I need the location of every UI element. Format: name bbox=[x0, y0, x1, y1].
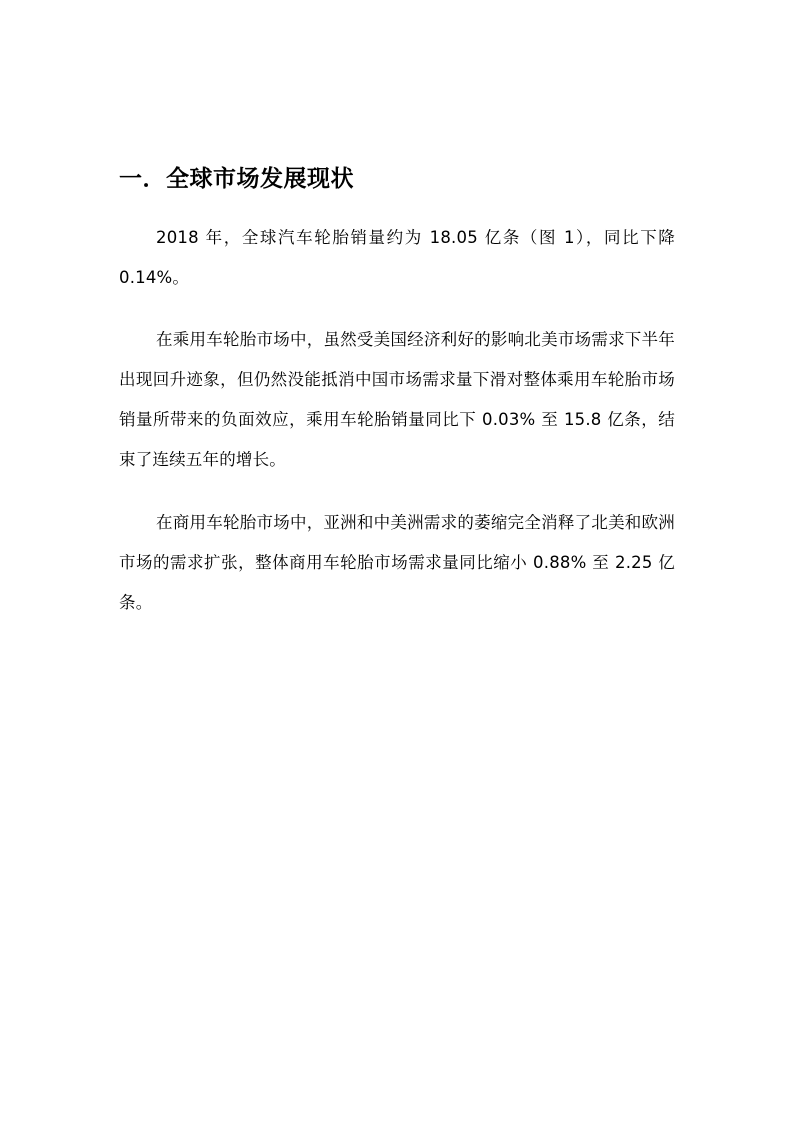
paragraph-passenger-tires: 在乘用车轮胎市场中，虽然受美国经济利好的影响北美市场需求下半年出现回升迹象，但仍然没能抵消中国市场需求量下滑对整体乘用车轮胎市场销量所带来的负面效应，乘用车轮胎销量同比下 0.03% 至 15.8 亿条，结束了连续五年的增长。 bbox=[119, 330, 675, 469]
section-heading: 一．全球市场发展现状 bbox=[119, 166, 354, 192]
paragraph-commercial-tires: 在商用车轮胎市场中，亚洲和中美洲需求的萎缩完全消释了北美和欧洲市场的需求扩张，整体商用车轮胎市场需求量同比缩小 0.88% 至 2.25 亿条。 bbox=[119, 513, 675, 612]
paragraph-global-sales: 2018 年，全球汽车轮胎销量约为 18.05 亿条（图 1），同比下降 0.14%。 bbox=[119, 228, 675, 287]
